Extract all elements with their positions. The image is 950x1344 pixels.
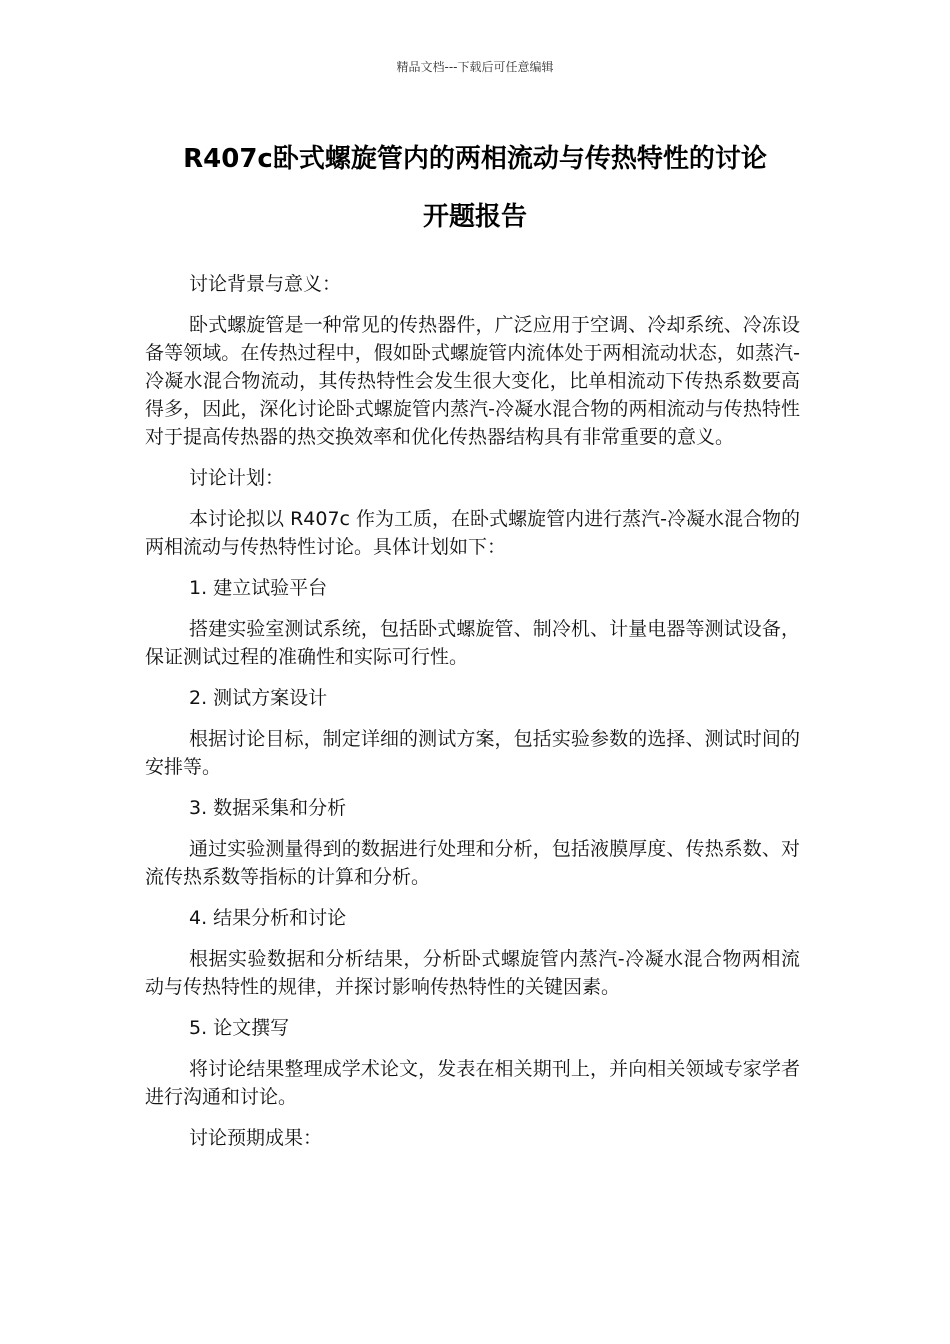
step-5-heading: 5. 论文撰写 <box>189 1017 290 1039</box>
step-4-paragraph: 根据实验数据和分析结果，分析卧式螺旋管内蒸汽-冷凝水混合物两相流动与传热特性的规律，并探讨影响传热特性的关键因素。 <box>145 948 800 998</box>
step-3-paragraph: 通过实验测量得到的数据进行处理和分析，包括液膜厚度、传热系数、对流传热系数等指标的计算和分析。 <box>145 838 800 888</box>
step-2-heading: 2. 测试方案设计 <box>189 687 328 709</box>
plan-heading: 讨论计划： <box>189 467 285 489</box>
background-heading: 讨论背景与意义： <box>189 273 342 295</box>
header-note: 精品文档---下载后可任意编辑 <box>396 60 554 74</box>
step-4-heading: 4. 结果分析和讨论 <box>189 907 347 929</box>
plan-intro-paragraph: 本讨论拟以 R407c 作为工质，在卧式螺旋管内进行蒸汽-冷凝水混合物的两相流动与传热特性讨论。具体计划如下： <box>145 508 800 558</box>
step-2-paragraph: 根据讨论目标，制定详细的测试方案，包括实验参数的选择、测试时间的安排等。 <box>145 728 800 778</box>
document-body <box>145 270 800 1165</box>
step-1-paragraph: 搭建实验室测试系统，包括卧式螺旋管、制冷机、计量电器等测试设备，保证测试过程的准确性和实际可行性。 <box>145 618 800 668</box>
outcome-heading: 讨论预期成果： <box>189 1127 323 1149</box>
step-1-heading: 1. 建立试验平台 <box>189 577 328 599</box>
document-title-line-2: 开题报告 <box>422 202 527 232</box>
step-5-paragraph: 将讨论结果整理成学术论文，发表在相关期刊上，并向相关领域专家学者进行沟通和讨论。 <box>145 1058 800 1108</box>
document-title-line-1: R407c卧式螺旋管内的两相流动与传热特性的讨论 <box>183 144 767 174</box>
background-paragraph: 卧式螺旋管是一种常见的传热器件，广泛应用于空调、冷却系统、冷冻设备等领域。在传热过程中，假如卧式螺旋管内流体处于两相流动状态，如蒸汽-冷凝水混合物流动，其传热特性会发生很大变化，比单相流动下传热系数要高得多，因此，深化讨论卧式螺旋管内蒸汽-冷凝水混合物的两相流动与传热特性对于提高传热器的热交换效率和优化传热器结构具有非常重要的意义。 <box>145 314 800 448</box>
step-3-heading: 3. 数据采集和分析 <box>189 797 347 819</box>
